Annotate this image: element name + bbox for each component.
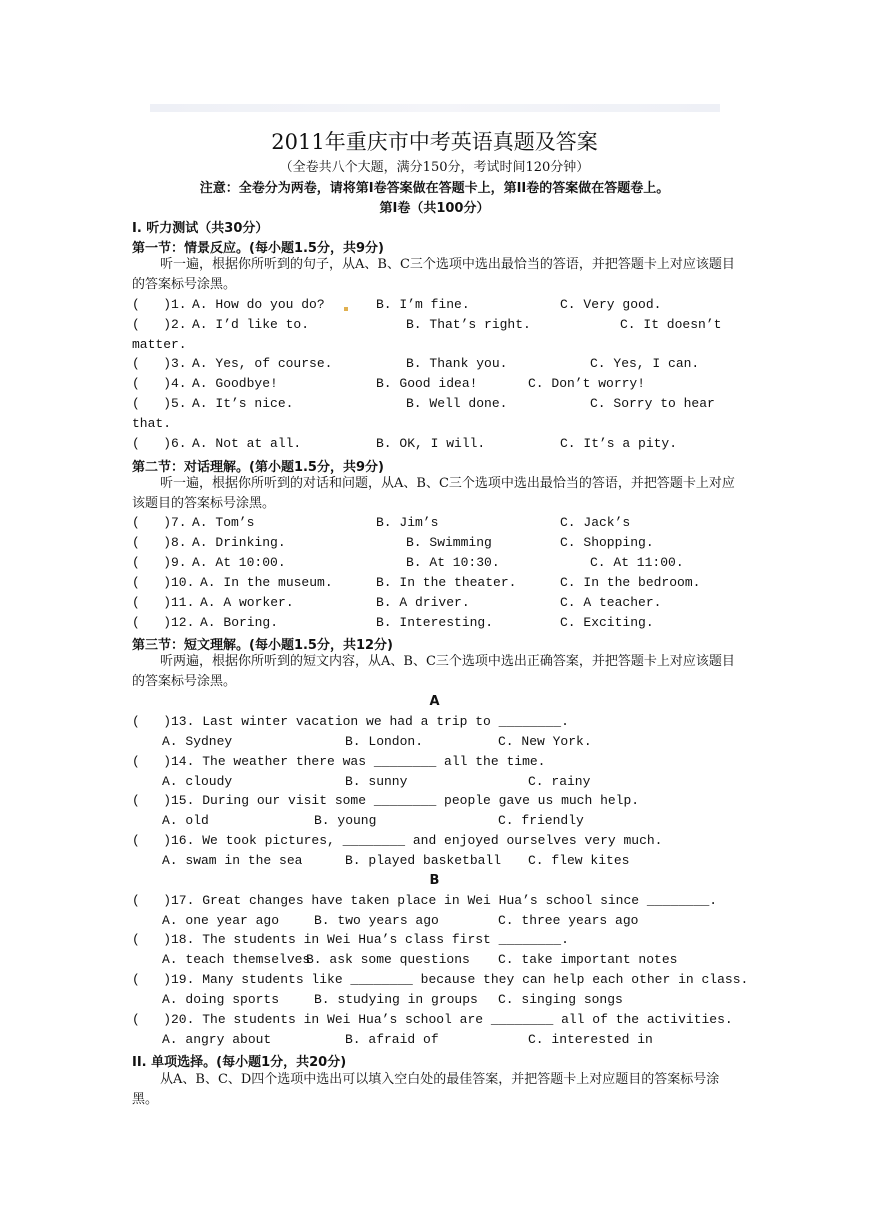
question-10-number: ( )10.	[132, 575, 195, 590]
question-4-number: ( )4.	[132, 376, 187, 391]
question-12-option-b: B. Interesting.	[376, 615, 494, 630]
page-title: 2011年重庆市中考英语真题及答案	[271, 130, 598, 154]
question-16-option-a: A. swam in the sea	[162, 853, 303, 868]
passage-b-label: B	[429, 873, 440, 888]
question-14-stem: ( )14. The weather there was ________ all the time.	[132, 754, 546, 769]
question-6-option-c: C. It’s a pity.	[560, 436, 678, 451]
question-7-option-c: C. Jack’s	[560, 515, 631, 530]
passage-a-label: A	[429, 694, 440, 709]
question-7-option-b: B. Jim’s	[376, 515, 439, 530]
question-2-option-c-continued: matter.	[132, 337, 187, 352]
question-11-number: ( )11.	[132, 595, 195, 610]
question-19-option-a: A. doing sports	[162, 992, 280, 1007]
question-20-option-b: B. afraid of	[345, 1032, 439, 1047]
question-17-option-a: A. one year ago	[162, 913, 280, 928]
question-11-option-b: B. A driver.	[376, 595, 470, 610]
section-1-heading: I. 听力测试（共30分）	[132, 221, 269, 236]
question-13-option-b: B. London.	[345, 734, 424, 749]
question-18-stem: ( )18. The students in Wei Hua’s class first ________.	[132, 932, 569, 947]
question-1-option-a: A. How do you do?	[192, 297, 325, 312]
question-4-option-a: A. Goodbye!	[192, 376, 278, 391]
question-9-option-b: B. At 10:30.	[406, 555, 500, 570]
question-10-option-c: C. In the bedroom.	[560, 575, 701, 590]
question-19-option-b: B. studying in groups	[314, 992, 478, 1007]
question-11-option-c: C. A teacher.	[560, 595, 662, 610]
part-2-heading: 第二节：对话理解。(第小题1.5分，共9分)	[132, 460, 384, 475]
question-16-option-c: C. flew kites	[528, 853, 630, 868]
question-10-option-a: A. In the museum.	[200, 575, 333, 590]
question-20-stem: ( )20. The students in Wei Hua’s school are ________ all of the activities.	[132, 1012, 733, 1027]
question-14-option-a: A. cloudy	[162, 774, 233, 789]
question-17-option-b: B. two years ago	[314, 913, 439, 928]
question-16-option-b: B. played basketball	[345, 853, 502, 868]
question-13-option-c: C. New York.	[498, 734, 592, 749]
question-2-option-c: C. It doesn’t	[620, 317, 722, 332]
question-3-number: ( )3.	[132, 356, 187, 371]
question-2-option-a: A. I’d like to.	[192, 317, 310, 332]
question-15-option-a: A. old	[162, 813, 209, 828]
question-14-option-c: C. rainy	[528, 774, 591, 789]
question-13-option-a: A. Sydney	[162, 734, 233, 749]
exam-notice: 注意：全卷分为两卷，请将第I卷答案做在答题卡上，第II卷的答案做在答题卷上。	[199, 181, 670, 196]
question-1-option-b: B. I’m fine.	[376, 297, 470, 312]
question-4-option-b: B. Good idea!	[376, 376, 478, 391]
question-17-option-c: C. three years ago	[498, 913, 639, 928]
question-6-number: ( )6.	[132, 436, 187, 451]
question-18-option-c: C. take important notes	[498, 952, 678, 967]
question-4-option-c: C. Don’t worry!	[528, 376, 646, 391]
question-9-option-c: C. At 11:00.	[590, 555, 684, 570]
question-19-option-c: C. singing songs	[498, 992, 623, 1007]
question-20-option-a: A. angry about	[162, 1032, 272, 1047]
question-7-option-a: A. Tom’s	[192, 515, 255, 530]
part-2-instruction: 听一遍，根据你所听到的对话和问题，从A、B、C三个选项中选出最恰当的答语，并把答题卡上对应该题目的答案标号涂黑。	[132, 476, 735, 511]
question-12-option-a: A. Boring.	[200, 615, 279, 630]
question-17-stem: ( )17. Great changes have taken place in Wei Hua’s school since ________.	[132, 893, 718, 908]
part-3-instruction: 听两遍，根据你所听到的短文内容，从A、B、C三个选项中选出正确答案，并把答题卡上对应该题目的答案标号涂黑。	[132, 654, 735, 689]
question-5-option-b: B. Well done.	[406, 396, 508, 411]
question-1-number: ( )1.	[132, 297, 187, 312]
section-2-instruction: 从A、B、C、D四个选项中选出可以填入空白处的最佳答案，并把答题卡上对应题目的答案标号涂黑。	[132, 1072, 720, 1107]
question-7-number: ( )7.	[132, 515, 187, 530]
question-20-option-c: C. interested in	[528, 1032, 653, 1047]
question-3-option-c: C. Yes, I can.	[590, 356, 700, 371]
question-6-option-b: B. OK, I will.	[376, 436, 486, 451]
question-5-number: ( )5.	[132, 396, 187, 411]
question-5-option-a: A. It’s nice.	[192, 396, 294, 411]
question-15-stem: ( )15. During our visit some ________ people gave us much help.	[132, 793, 640, 808]
question-8-number: ( )8.	[132, 535, 187, 550]
question-2-number: ( )2.	[132, 317, 187, 332]
question-8-option-a: A. Drinking.	[192, 535, 286, 550]
part-1-instruction: 听一遍，根据你所听到的句子，从A、B、C三个选项中选出最恰当的答语，并把答题卡上对应该题目的答案标号涂黑。	[132, 257, 735, 292]
volume-heading: 第I卷（共100分）	[379, 201, 490, 216]
question-8-option-c: C. Shopping.	[560, 535, 654, 550]
stray-mark	[344, 307, 348, 311]
question-8-option-b: B. Swimming	[406, 535, 492, 550]
question-3-option-a: A. Yes, of course.	[192, 356, 333, 371]
faint-watermark-band	[150, 104, 720, 112]
question-19-stem: ( )19. Many students like ________ because they can help each other in class.	[132, 972, 749, 987]
question-2-option-b: B. That’s right.	[406, 317, 531, 332]
question-6-option-a: A. Not at all.	[192, 436, 302, 451]
question-3-option-b: B. Thank you.	[406, 356, 508, 371]
question-5-option-c: C. Sorry to hear	[590, 396, 715, 411]
question-14-option-b: B. sunny	[345, 774, 408, 789]
question-15-option-c: C. friendly	[498, 813, 584, 828]
question-10-option-b: B. In the theater.	[376, 575, 517, 590]
question-16-stem: ( )16. We took pictures, ________ and enjoyed ourselves very much.	[132, 833, 663, 848]
question-12-option-c: C. Exciting.	[560, 615, 654, 630]
part-1-heading: 第一节：情景反应。(每小题1.5分，共9分)	[132, 241, 384, 256]
question-1-option-c: C. Very good.	[560, 297, 662, 312]
question-18-option-a: A. teach themselves	[162, 952, 311, 967]
question-18-option-b: B. ask some questions	[306, 952, 470, 967]
question-13-stem: ( )13. Last winter vacation we had a trip to ________.	[132, 714, 569, 729]
question-15-option-b: B. young	[314, 813, 377, 828]
section-2-heading: II. 单项选择。(每小题1分，共20分)	[132, 1055, 347, 1070]
question-11-option-a: A. A worker.	[200, 595, 294, 610]
question-9-number: ( )9.	[132, 555, 187, 570]
part-3-heading: 第三节：短文理解。(每小题1.5分，共12分)	[132, 638, 394, 653]
question-9-option-a: A. At 10:00.	[192, 555, 286, 570]
exam-subtitle: （全卷共八个大题，满分150分，考试时间120分钟）	[279, 160, 590, 175]
question-12-number: ( )12.	[132, 615, 195, 630]
question-5-option-c-continued: that.	[132, 416, 172, 431]
